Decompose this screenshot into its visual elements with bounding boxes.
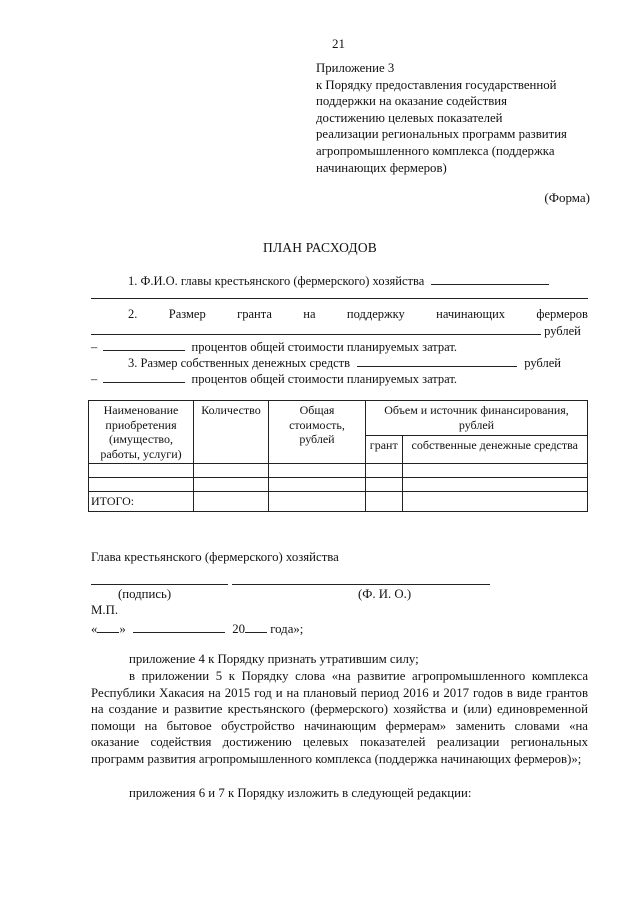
item-1 bbox=[128, 272, 588, 289]
header-quantity: Количество bbox=[194, 401, 269, 464]
date-close-quote: » bbox=[119, 622, 126, 636]
table-row bbox=[89, 478, 588, 492]
total-label: ИТОГО: bbox=[89, 492, 194, 512]
appendix-line: к Порядку предоставления государственной bbox=[316, 77, 557, 92]
month-blank bbox=[133, 620, 225, 633]
form-label: (Форма) bbox=[544, 190, 590, 205]
percent-text: процентов общей стоимости планируемых затрат. bbox=[191, 340, 458, 354]
item-2-amount-line bbox=[91, 322, 588, 339]
amendment-paragraph: в приложении 5 к Порядку слова «на развитие агропромышленного комплекса Республики Хакасия на 2015 год и на плановый период 2016 и 2017 годов в виде грантов на создание и развитие крестьянского (фермерского) хозяйства и (или) единовременной помощи на бытовое обустройство начинающим фермерам» заменить словами «на оказание содействия достижению целевых показателей реализации региональных программ развития агропромышленного комплекса (поддержка начинающих фермеров)»; bbox=[91, 669, 588, 766]
header-total-cost: Общая стоимость, рублей bbox=[269, 401, 366, 464]
signature-label: (подпись) bbox=[118, 587, 172, 601]
item-1-continuation-line bbox=[91, 298, 588, 299]
fio-blank bbox=[431, 272, 549, 285]
header-own-funds: собственные денежные средства bbox=[402, 435, 588, 463]
date-line bbox=[91, 620, 303, 637]
amendment-paragraph: приложение 4 к Порядку признать утратившим силу; bbox=[129, 652, 419, 666]
item-2-word: 2. bbox=[128, 307, 138, 321]
signature-head: Глава крестьянского (фермерского) хозяйства bbox=[91, 550, 339, 564]
dash: – bbox=[91, 340, 98, 354]
fio-line bbox=[232, 584, 490, 585]
table-total-row bbox=[89, 492, 588, 512]
item-2-percent-line bbox=[91, 338, 457, 355]
appendix-line: поддержки на оказание содействия bbox=[316, 94, 508, 109]
appendix-line: агропромышленного комплекса (поддержка bbox=[316, 143, 555, 158]
table-row bbox=[89, 464, 588, 478]
appendix-header bbox=[316, 60, 606, 176]
year-suffix: года»; bbox=[270, 622, 304, 636]
item-2-word: Размер bbox=[168, 307, 206, 321]
page-number: 21 bbox=[332, 36, 345, 51]
date-open-quote: « bbox=[91, 622, 98, 636]
header-grant: грант bbox=[366, 435, 403, 463]
expense-table bbox=[88, 400, 588, 512]
amendment-paragraph: приложения 6 и 7 к Порядку изложить в следующей редакции: bbox=[129, 786, 472, 800]
item-3-text: 3. Размер собственных денежных средств bbox=[128, 356, 350, 370]
stamp-place: М.П. bbox=[91, 603, 119, 617]
year-prefix: 20 bbox=[232, 622, 246, 636]
item-2-word: поддержку bbox=[346, 307, 405, 321]
rubles-label: рублей bbox=[544, 324, 581, 338]
item-2-word: начинающих bbox=[436, 307, 506, 321]
header-item-name: Наименование приобретения (имущество, работы, услуги) bbox=[89, 401, 194, 464]
grant-percent-blank bbox=[103, 338, 185, 351]
dash: – bbox=[91, 372, 98, 386]
item-2-word: на bbox=[303, 307, 316, 321]
appendix-line: реализации региональных программ развития bbox=[316, 127, 567, 142]
grant-amount-blank bbox=[91, 322, 541, 335]
item-3-percent-line bbox=[91, 370, 457, 387]
item-2-word: фермеров bbox=[536, 307, 588, 321]
appendix-heading: Приложение 3 bbox=[316, 61, 395, 75]
signature-line bbox=[91, 584, 228, 585]
item-1-text: 1. Ф.И.О. главы крестьянского (фермерского) хозяйства bbox=[128, 274, 425, 288]
header-financing: Объем и источник финансирования, рублей bbox=[366, 401, 588, 436]
item-3 bbox=[128, 354, 588, 371]
percent-text: процентов общей стоимости планируемых затрат. bbox=[191, 372, 458, 386]
appendix-line: начинающих фермеров) bbox=[316, 160, 447, 175]
rubles-label: рублей bbox=[524, 356, 561, 370]
item-2 bbox=[128, 306, 588, 322]
year-blank bbox=[245, 620, 267, 633]
own-percent-blank bbox=[103, 370, 185, 383]
document-title: ПЛАН РАСХОДОВ bbox=[263, 240, 377, 255]
day-blank bbox=[97, 620, 119, 633]
own-funds-blank bbox=[357, 354, 517, 367]
appendix-line: достижению целевых показателей bbox=[316, 110, 503, 125]
fio-label: (Ф. И. О.) bbox=[358, 587, 412, 601]
item-2-word: гранта bbox=[237, 307, 272, 321]
